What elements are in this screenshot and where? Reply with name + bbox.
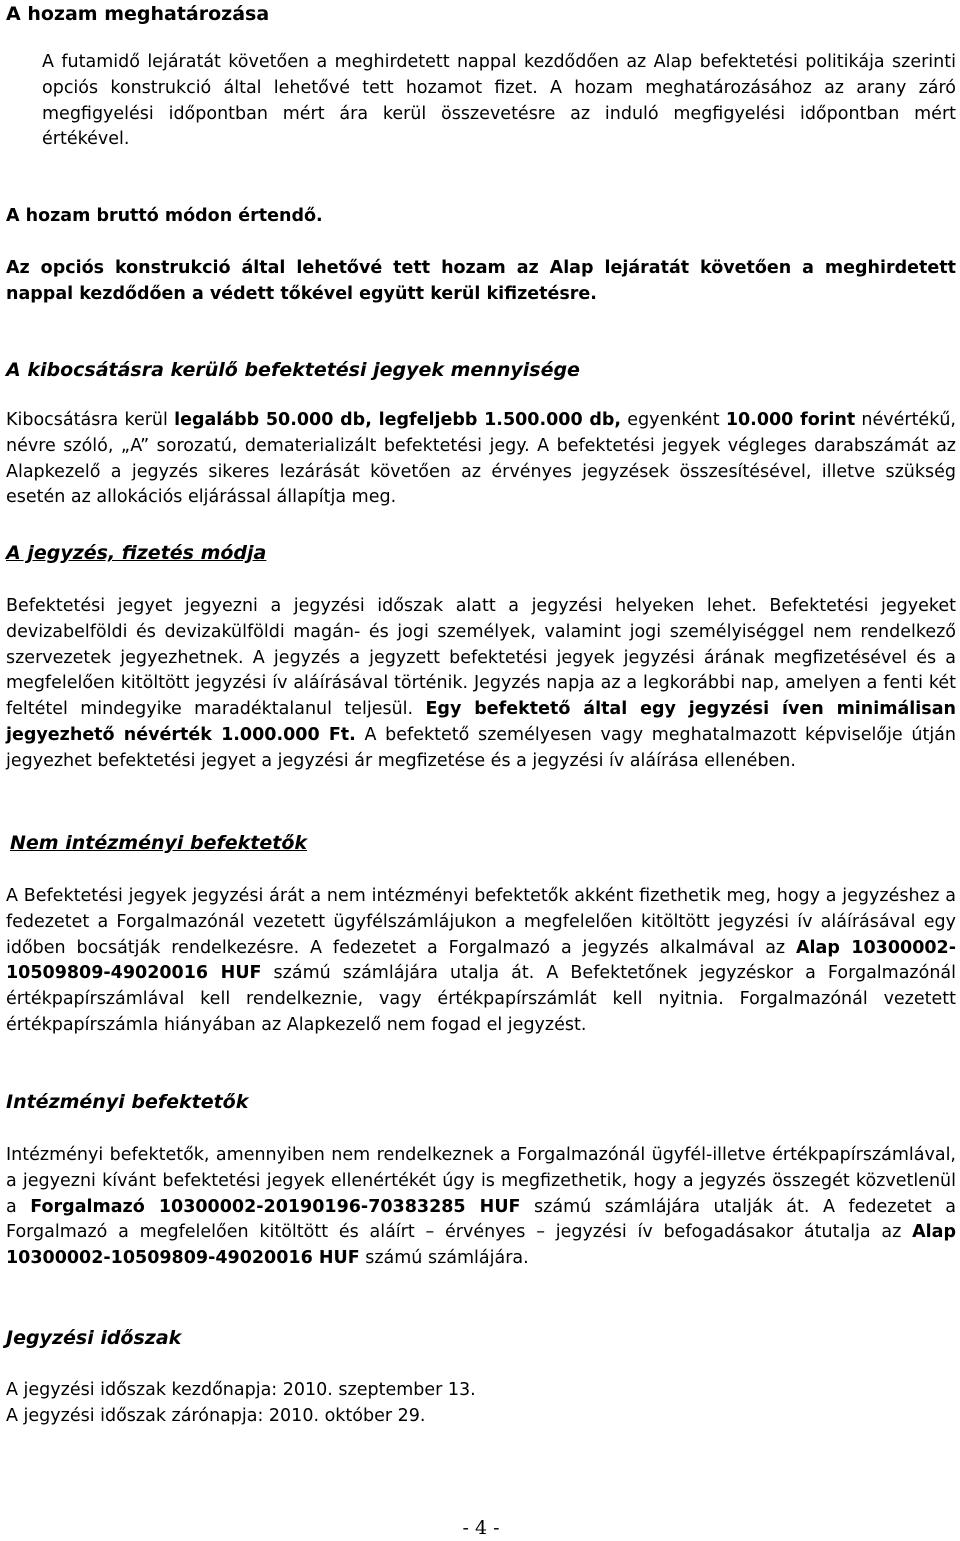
para-jegyzes-fizetes: Befektetési jegyet jegyezni a jegyzési időszak alatt a jegyzési helyeken lehet. Befektetési jegyeket devizabelföldi és devizakülföldi magán- és jogi személyek, valamint jogi személyiséggel nem rendelkező szervezetek jegyezhetnek. A jegyzés a jegyzett befektetési jegyek jegyzési árának megfizetésével és a megfelelően kitöltött jegyzési ív aláírásával történik. Jegyzés napja az a legkorábbi nap, amelyen a fenti két feltétel mindegyike maradéktalanul teljesül. Egy befektető által egy jegyzési íven minimálisan jegyezhető névérték 1.000.000 Ft. A befektető személyesen vagy meghatalmazott képviselője útján jegyezhet befektetési jegyet a jegyzési ár megfizetése és a jegyzési ív aláírása ellenében. [6, 596, 956, 771]
line-zaronap: A jegyzési időszak zárónapja: 2010. október 29. [6, 1406, 426, 1426]
heading-nem-intezmenyi: Nem intézményi befektetők [10, 832, 308, 854]
page-number: - 4 - [462, 1517, 500, 1539]
bold-para-kifizetes: Az opciós konstrukció által lehetővé tett hozam az Alap lejáratát követően a meghirdetett nappal kezdődően a védett tőkével együtt kerül kifizetésre. [6, 258, 956, 304]
heading-intezmenyi: Intézményi befektetők [6, 1091, 249, 1113]
heading-jegyzesi-idoszak: Jegyzési időszak [6, 1327, 182, 1349]
line-kezdonap: A jegyzési időszak kezdőnapja: 2010. szeptember 13. [6, 1380, 476, 1400]
heading-kibocsatas: A kibocsátásra kerülő befektetési jegyek mennyisége [6, 359, 580, 381]
para-nem-intezmenyi: A Befektetési jegyek jegyzési árát a nem intézményi befektetők akként fizethetik meg, hogy a jegyzéshez a fedezetet a Forgalmazónál vezetett ügyfélszámlájukon a megfelelően kitöltött jegyzési ív aláírásával egy időben bocsátják rendelkezésre. A fedezetet a Forgalmazó a jegyzés alkalmával az Alap 10300002-10509809-49020016 HUF számú számlájára utalja át. A Befektetőnek jegyzéskor a Forgalmazónál értékpapírszámlával kell rendelkeznie, vagy értékpapírszámlát kell nyitnia. Forgalmazónál vezetett értékpapírszámla hiányában az Alapkezelő nem fogad el jegyzést. [6, 886, 956, 1035]
heading-jegyzes-fizetes: A jegyzés, fizetés módja [6, 542, 267, 564]
para-hozam-meghatarozasa: A futamidő lejáratát követően a meghirdetett nappal kezdődően az Alap befektetési politikája szerinti opciós konstrukció által lehetővé tett hozamot fizet. A hozam meghatározásához az arany záró megfigyelési időpontban mért ára kerül összevetésre az induló megfigyelési időpontban mért értékével. [42, 52, 956, 150]
para-intezmenyi: Intézményi befektetők, amennyiben nem rendelkeznek a Forgalmazónál ügyfél-illetve értékpapírszámlával, a jegyezni kívánt befektetési jegyek ellenértékét úgy is megfizethetik, hogy a jegyzés összegét közvetlenül a Forgalmazó 10300002-20190196-70383285 HUF számú számlájára utalják át. A fedezetet a Forgalmazó a megfelelően kitöltött és aláírt – érvényes – jegyzési ív befogadásakor átutalja az Alap 10300002-10509809-49020016 HUF számú számlájára. [6, 1145, 956, 1269]
para-kibocsatas: Kibocsátásra kerül legalább 50.000 db, legfeljebb 1.500.000 db, egyenként 10.000 forint névértékű, névre szóló, „A” sorozatú, dematerializált befektetési jegy. A befektetési jegyek végleges darabszámát az Alapkezelő a jegyzés sikeres lezárását követően az érvényes jegyzések összesítésével, illetve szükség esetén az allokációs eljárással állapítja meg. [6, 410, 956, 508]
bold-line-brutto: A hozam bruttó módon értendő. [6, 206, 323, 226]
heading-hozam-meghatarozasa: A hozam meghatározása [6, 3, 270, 25]
